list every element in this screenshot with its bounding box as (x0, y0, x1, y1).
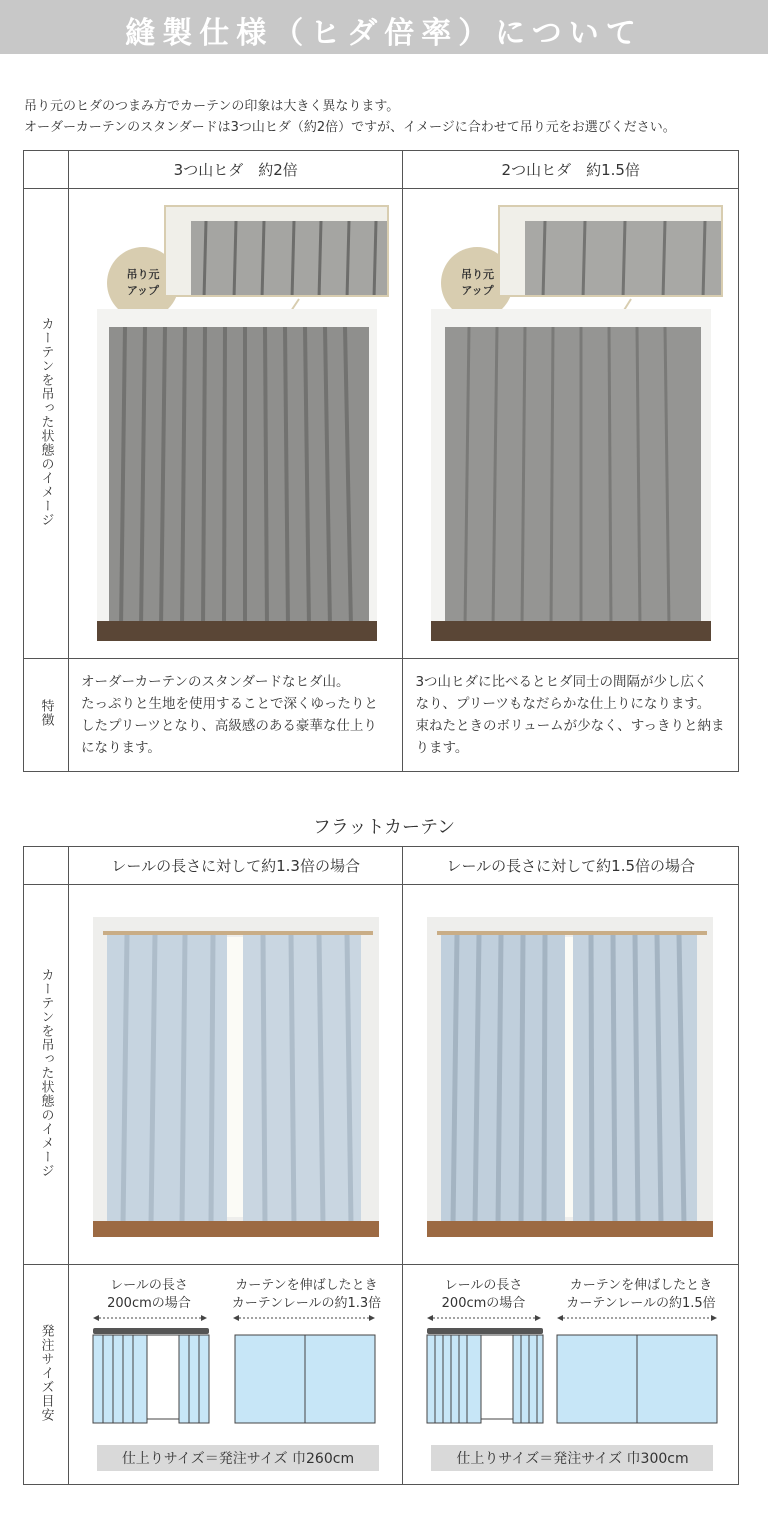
rail-label-line: 200cmの場合 (107, 1296, 191, 1311)
rail-label-line: 200cmの場合 (441, 1296, 526, 1311)
pleat-closeup-illustration (166, 207, 389, 297)
finish-size-result: 仕上りサイズ＝発注サイズ 巾260cm (97, 1445, 379, 1471)
col-header-2-pleat: 2つ山ヒダ 約1.5倍 (403, 151, 739, 189)
row-label-text: 特徴 (38, 699, 54, 727)
pleat-comparison-table (23, 150, 739, 772)
closeup-photo (498, 205, 723, 297)
feature-line: になります。 (80, 740, 161, 756)
row-label-image (24, 885, 69, 1265)
finish-size-result: 仕上りサイズ＝発注サイズ 巾300cm (431, 1445, 713, 1471)
badge-line: 吊り元 (126, 268, 160, 281)
page-header (0, 0, 768, 54)
gray-curtain-illustration (97, 309, 377, 641)
feature-line: オーダーカーテンのスタンダードなヒダ山。 (80, 674, 350, 690)
table-corner (24, 151, 69, 189)
image-2-pleat (403, 189, 739, 659)
badge-line: アップ (126, 284, 160, 297)
curtain-photo (93, 917, 379, 1237)
image-flat-1-5x (403, 885, 739, 1265)
flat-curtain-title: フラットカーテン (312, 817, 456, 838)
badge-line: 吊り元 (460, 268, 494, 281)
row-label-order (24, 1265, 69, 1485)
rail-label-line: レールの長さ (444, 1278, 523, 1293)
stretch-label-line: カーテンを伸ばしたとき (569, 1278, 713, 1293)
table-corner (24, 847, 69, 885)
curtain-photo (431, 309, 711, 641)
row-label-feature (24, 659, 69, 772)
feature-2-pleat (403, 659, 739, 772)
curtain-photo (427, 917, 713, 1237)
page-title: 縫製仕様（ヒダ倍率）について (125, 16, 643, 51)
order-guide-1-3x (68, 1265, 403, 1485)
feature-line: したプリーツとなり、高級感のある豪華な仕上り (80, 718, 377, 734)
col-header-1-5x: レールの長さに対して約1.5倍の場合 (403, 847, 739, 885)
col-header-3-pleat: 3つ山ヒダ 約2倍 (68, 151, 403, 189)
intro-line: 吊り元のヒダのつまみ方でカーテンの印象は大きく異なります。 (24, 99, 400, 114)
row-label-text: カーテンを吊った状態のイメージ (38, 316, 54, 527)
feature-3-pleat (68, 659, 403, 772)
row-label-image (24, 189, 69, 659)
order-guide-1-5x (403, 1265, 739, 1485)
feature-line: たっぷりと生地を使用することで深くゆったりと (80, 696, 378, 712)
stretch-label-line: カーテンレールの約1.3倍 (231, 1296, 382, 1311)
flat-curtain-table (23, 846, 739, 1485)
blue-curtain-illustration (93, 917, 379, 1237)
gray-curtain-illustration (431, 309, 711, 641)
rail-label-line: レールの長さ (110, 1278, 188, 1293)
image-3-pleat (68, 189, 403, 659)
image-flat-1-3x (68, 885, 403, 1265)
stretch-label-line: カーテンを伸ばしたとき (235, 1278, 378, 1293)
feature-line: 束ねたときのボリュームが少なく、すっきりと納ま (415, 718, 725, 734)
blue-curtain-illustration (427, 917, 713, 1237)
feature-line: なり、プリーツもなだらかな仕上りになります。 (415, 696, 711, 712)
badge-line: アップ (461, 284, 494, 297)
row-label-text: 発注サイズ目安 (38, 1323, 54, 1422)
feature-line: ります。 (415, 740, 469, 756)
stretch-label-line: カーテンレールの約1.5倍 (566, 1296, 716, 1311)
feature-line: 3つ山ヒダに比べるとヒダ同士の間隔が少し広く (415, 674, 708, 690)
intro-text (24, 96, 676, 138)
row-label-text: カーテンを吊った状態のイメージ (38, 967, 54, 1178)
intro-line: オーダーカーテンのスタンダードは3つ山ヒダ（約2倍）ですが、イメージに合わせて吊り元をお選びください。 (24, 120, 676, 135)
curtain-photo (97, 309, 377, 641)
col-header-1-3x: レールの長さに対して約1.3倍の場合 (68, 847, 403, 885)
pleat-closeup-illustration (500, 207, 723, 297)
closeup-photo (164, 205, 389, 297)
